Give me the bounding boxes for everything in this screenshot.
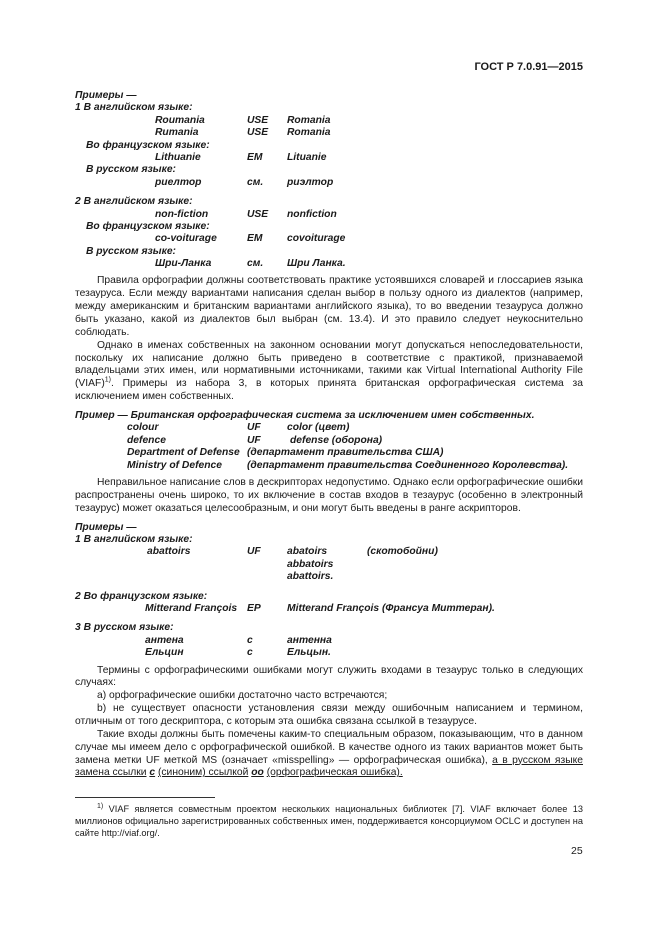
target-term: Romania <box>287 114 331 126</box>
group-label: 3 В русском языке: <box>75 622 174 634</box>
term: Rumania <box>155 127 199 139</box>
term: co-voiturage <box>155 233 217 245</box>
group-label: Во французском языке: <box>86 139 210 151</box>
list-item: b) не существует опасности установления связи между ошибочным написанием и термином, отличным от того дескриптора, с которым эта ошибка связана ссылкой в тезаурусе. <box>75 703 583 727</box>
term: defence <box>127 434 166 446</box>
relation: EM <box>247 151 263 163</box>
group-label: 1 В английском языке: <box>75 533 193 545</box>
term-note: (департамент правительства Соединенного Королевства). <box>247 459 569 471</box>
paragraph: Правила орфографии должны соответствовать практике устоявшихся словарей и глоссариев языка тезауруса. Если между вариантами написания сделан выбор в пользу одного из диалектов (например, между американским и британским вариантами английского языка), то во введении тезауруса должно быть указано, какой из диалектов был выбран (см. 13.4). И это правило следует неукоснительно соблюдать. <box>75 275 583 338</box>
group-label: 1 В английском языке: <box>75 102 193 114</box>
relation: UF <box>247 546 261 558</box>
target-term: defense (оборона) <box>290 434 383 446</box>
term-note: (департамент правительства США) <box>247 447 444 459</box>
example-title: Примеры — <box>75 521 137 533</box>
relation: EP <box>247 602 261 614</box>
group-label: В русском языке: <box>86 245 176 257</box>
relation: EM <box>247 233 263 245</box>
term: антена <box>145 634 184 646</box>
term: Шри-Ланка <box>155 258 212 270</box>
relation: с <box>247 634 253 646</box>
document-code: ГОСТ Р 7.0.91—2015 <box>474 61 583 73</box>
page-number: 25 <box>571 845 583 857</box>
page-content <box>75 90 583 780</box>
relation: USE <box>247 208 269 220</box>
group-label: В русском языке: <box>86 164 176 176</box>
target-term: covoiturage <box>287 233 346 245</box>
target-term: антенна <box>287 634 332 646</box>
term: non-fiction <box>155 208 209 220</box>
example-title: Пример — Британская орфографическая система за исключением имен собственных. <box>75 410 535 422</box>
target-term: Шри Ланка. <box>287 258 346 270</box>
group-label: 2 Во французском языке: <box>75 590 208 602</box>
relation: с <box>247 647 253 659</box>
target-term: abbatoirs <box>287 558 334 570</box>
target-term: Romania <box>287 127 331 139</box>
footnote-text: VIAF является совместным проектом нескольких национальных библиотек [7]. VIAF включает более 13 миллионов официально зарегистрированных собственных имен, поддерживается консорциумом OCLC и доступен на сайте http://viaf.org/. <box>75 804 583 839</box>
example-title: Примеры — <box>75 90 137 101</box>
term: Lithuanie <box>155 151 201 163</box>
relation: USE <box>247 127 269 139</box>
term: colour <box>127 422 159 434</box>
paragraph: Неправильное написание слов в дескрипторах недопустимо. Однако если орфографические ошибки распространены очень широко, то их включение в состав входов в тезаурус (особенно в электронный тезаурус) может оказаться целесообразным, и они могут быть введены в ранге аскрипторов. <box>75 477 583 514</box>
paragraph: Такие входы должны быть помечены каким-то специальным образом, показывающим, что в данном случае мы имеем дело с орфографической ошибкой. В качестве одного из таких вариантов может быть замена метки UF меткой MS (означает «misspelling» — орфографическая ошибка), а в русском языке замена ссылки с (синоним) ссылкой оо (орфографическая ошибка). <box>75 728 583 779</box>
paragraph: Однако в именах собственных на законном основании могут допускаться непоследовательности, поскольку их написание должно быть приведено в соответствие с практикой, признаваемой владельцами этих имен, или нормативными источниками, такими как Virtual International Authority File (VIAF)$^{1)}$. Примеры из набора 3, в которых принята британская орфографическая система за исключением имен собственных. <box>75 339 583 403</box>
target-term: Mitterand François (Франсуа Миттеран). <box>287 602 495 614</box>
target-term: nonfiction <box>287 208 337 220</box>
term: Roumania <box>155 114 205 126</box>
footnote <box>75 803 583 840</box>
paragraph: Термины с орфографическими ошибками могут служить входами в тезаурус только в следующих случаях: <box>75 664 583 689</box>
footnote-divider <box>75 797 215 798</box>
group-label: 2 В английском языке: <box>75 196 193 208</box>
footnote-ref: 1) <box>104 376 111 384</box>
example-block-2 <box>75 410 583 472</box>
relation: см. <box>247 258 264 270</box>
list-item: а) орфографические ошибки достаточно часто встречаются; <box>97 690 388 702</box>
term: риелтор <box>155 176 202 188</box>
term: Ministry of Defence <box>127 459 222 471</box>
term: Ельцин <box>145 647 184 659</box>
footnote-mark: 1) <box>97 802 104 810</box>
relation: UF <box>247 422 261 434</box>
target-term: abatoirs <box>287 546 328 558</box>
relation: UF <box>247 434 261 446</box>
example-block-3 <box>75 522 583 660</box>
relation: USE <box>247 114 269 126</box>
relation: см. <box>247 176 264 188</box>
term: abattoirs <box>147 546 191 558</box>
target-term: Ельцын. <box>287 647 331 659</box>
target-term: Lituanie <box>287 151 327 163</box>
term: Department of Defense <box>127 447 240 459</box>
target-term: риэлтор <box>287 176 334 188</box>
term-note: (скотобойни) <box>367 546 438 558</box>
group-label: Во французском языке: <box>86 220 210 232</box>
term: Mitterand François <box>145 602 238 614</box>
example-block-1 <box>75 90 583 270</box>
target-term: abattoirs. <box>287 571 334 583</box>
target-term: color (цвет) <box>287 422 350 434</box>
